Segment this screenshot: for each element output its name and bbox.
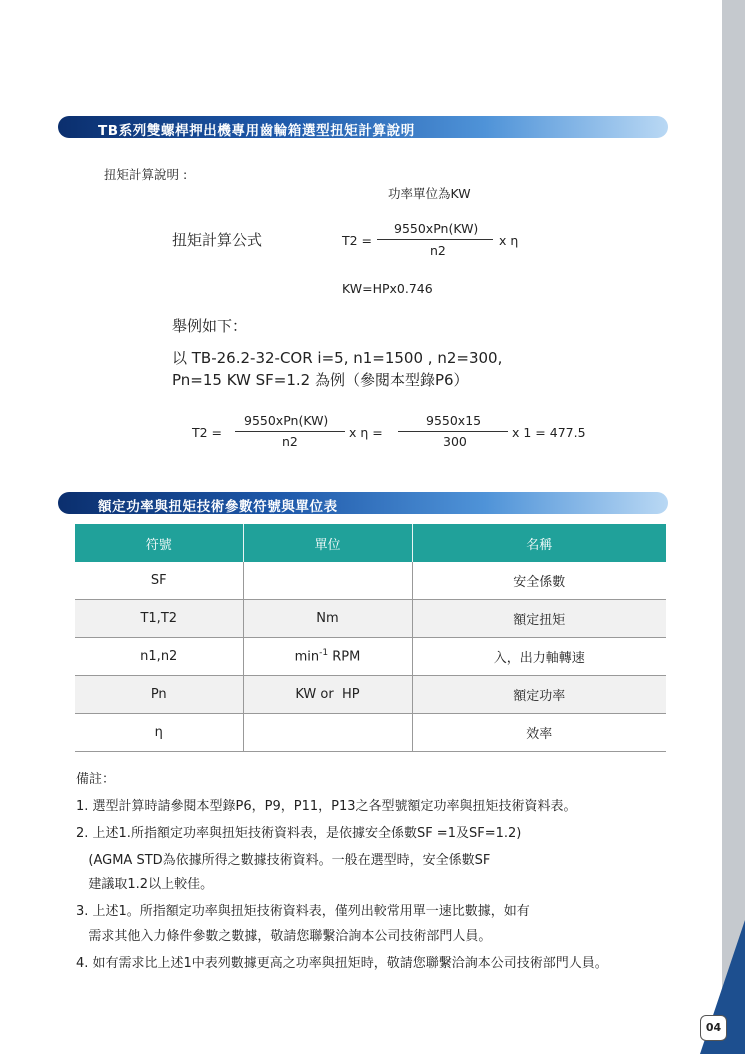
note-line: 建議取1.2以上較佳。	[76, 877, 214, 892]
notes-heading: 備註：	[76, 772, 116, 787]
header-name: 名稱	[412, 524, 666, 562]
cell-name: 額定功率	[412, 676, 666, 714]
formula-denominator: n2	[430, 243, 446, 258]
section2-title: 額定功率與扭矩技術參數符號與單位表	[98, 499, 338, 515]
conversion-text: KW=HPx0.746	[342, 281, 433, 296]
cell-symbol: T1,T2	[75, 600, 243, 638]
cell-symbol: η	[75, 714, 243, 752]
table-row	[75, 600, 666, 638]
parameter-table	[75, 524, 666, 752]
side-rail	[722, 0, 745, 1054]
unit-rest: RPM	[328, 649, 361, 665]
calc-numerator-2: 9550x15	[426, 413, 482, 428]
cell-name: 安全係數	[412, 562, 666, 600]
calc-fraction-bar-2	[398, 431, 508, 432]
section1-header-band	[58, 116, 668, 138]
calc-mid: x η =	[349, 425, 383, 440]
note-line: (AGMA STD為依據所得之數據技術資料。一般在選型時，安全係數SF	[76, 853, 491, 868]
note-line: 4. 如有需求比上述1中表列數據更高之功率與扭矩時，敬請您聯繫洽詢本公司技術部門人員。	[76, 956, 608, 971]
example-line-2: Pn=15 KW SF=1.2 為例（參閱本型錄P6）	[172, 371, 469, 389]
example-line-1: 以 TB-26.2-32-COR i=5, n1=1500 , n2=300,	[172, 349, 503, 367]
table-row	[75, 638, 666, 676]
formula-fraction-bar	[377, 239, 493, 240]
cell-unit: KW or HP	[243, 676, 412, 714]
calc-denominator-2: 300	[443, 434, 467, 449]
calc-tail: x 1 = 477.5	[512, 425, 586, 440]
cell-unit	[243, 562, 412, 600]
calc-fraction-bar-1	[235, 431, 345, 432]
formula-label: 扭矩計算公式	[172, 231, 263, 249]
note-line: 1. 選型計算時請參閱本型錄P6，P9，P11，P13之各型號額定功率與扭矩技術資料表。	[76, 799, 577, 814]
calc-denominator-1: n2	[282, 434, 298, 449]
table-row	[75, 676, 666, 714]
table-row	[75, 714, 666, 752]
cell-symbol: Pn	[75, 676, 243, 714]
cell-symbol: n1,n2	[75, 638, 243, 676]
section2-header-band	[58, 492, 668, 514]
header-symbol: 符號	[75, 524, 243, 562]
cell-name: 入，出力軸轉速	[412, 638, 666, 676]
table-header-row	[75, 524, 666, 562]
example-heading: 舉例如下：	[172, 317, 248, 335]
unit-superscript: -1	[319, 648, 329, 659]
cell-unit	[243, 638, 412, 676]
unit-base: min	[294, 649, 320, 665]
cell-unit: Nm	[243, 600, 412, 638]
cell-unit	[243, 714, 412, 752]
table-row	[75, 562, 666, 600]
formula-tail: x η	[499, 233, 519, 248]
note-line: 2. 上述1.所指額定功率與扭矩技術資料表，是依據安全係數SF =1及SF=1.2)	[76, 826, 522, 841]
intro-text: 扭矩計算說明 :	[104, 167, 188, 182]
calc-numerator-1: 9550xPn(KW)	[244, 413, 329, 428]
calc-lhs: T2 =	[192, 425, 223, 440]
note-line: 需求其他入力條件參數之數據，敬請您聯繫洽詢本公司技術部門人員。	[76, 929, 492, 944]
note-line: 3. 上述1。所指額定功率與扭矩技術資料表，僅列出較常用單一速比數據，如有	[76, 904, 530, 919]
cell-name: 效率	[412, 714, 666, 752]
cell-symbol: SF	[75, 562, 243, 600]
formula-lhs: T2 =	[342, 233, 373, 248]
cell-name: 額定扭矩	[412, 600, 666, 638]
header-unit: 單位	[243, 524, 412, 562]
section1-title: TB系列雙螺桿押出機專用齒輪箱選型扭矩計算說明	[98, 123, 415, 139]
page-number: 04	[700, 1015, 727, 1041]
unit-note: 功率單位為KW	[388, 186, 471, 201]
formula-numerator: 9550xPn(KW)	[394, 221, 479, 236]
